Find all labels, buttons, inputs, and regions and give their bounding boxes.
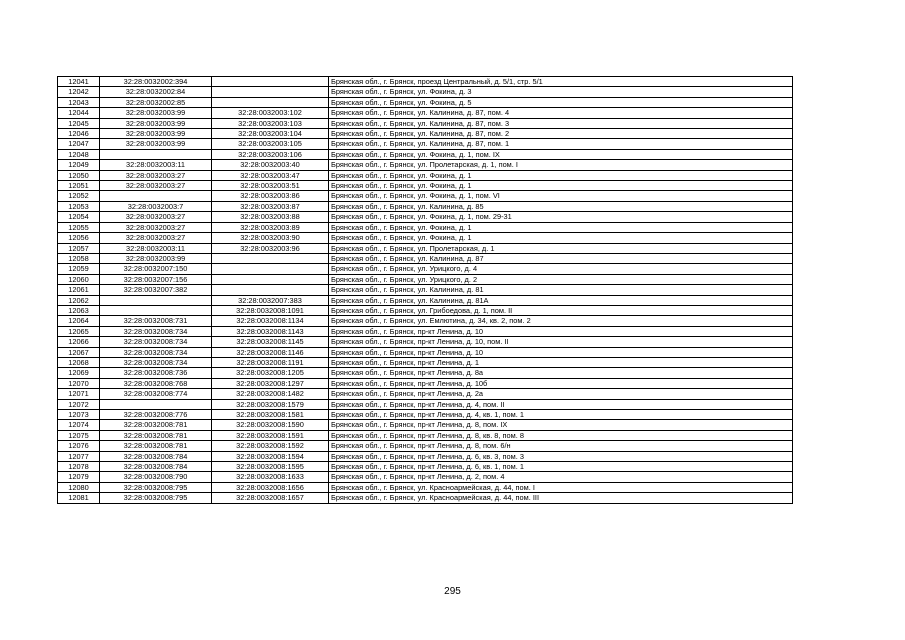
related-cadastral-number-cell: 32:28:0032003:104	[212, 129, 329, 139]
related-cadastral-number-cell: 32:28:0032008:1134	[212, 316, 329, 326]
row-number-cell: 12047	[58, 139, 100, 149]
table-row	[58, 389, 793, 399]
row-number-cell: 12060	[58, 274, 100, 284]
row-number-cell: 12056	[58, 233, 100, 243]
related-cadastral-number-cell: 32:28:0032008:1633	[212, 472, 329, 482]
address-cell: Брянская обл., г. Брянск, ул. Емлютина, д. 34, кв. 2, пом. 2	[329, 316, 793, 326]
address-cell: Брянская обл., г. Брянск, ул. Калинина, д. 81А	[329, 295, 793, 305]
address-cell: Брянская обл., г. Брянск, ул. Калинина, д. 87, пом. 2	[329, 129, 793, 139]
table-row	[58, 139, 793, 149]
cadastral-number-cell: 32:28:0032008:736	[100, 368, 212, 378]
cadastral-number-cell: 32:28:0032008:734	[100, 347, 212, 357]
cadastral-number-cell: 32:28:0032003:27	[100, 233, 212, 243]
address-cell: Брянская обл., г. Брянск, пр-кт Ленина, д. 4, пом. II	[329, 399, 793, 409]
cadastral-number-cell: 32:28:0032003:99	[100, 253, 212, 263]
row-number-cell: 12061	[58, 285, 100, 295]
table-row	[58, 368, 793, 378]
row-number-cell: 12066	[58, 337, 100, 347]
related-cadastral-number-cell: 32:28:0032008:1579	[212, 399, 329, 409]
cadastral-number-cell: 32:28:0032002:394	[100, 77, 212, 87]
related-cadastral-number-cell: 32:28:0032008:1191	[212, 357, 329, 367]
address-cell: Брянская обл., г. Брянск, пр-кт Ленина, д. 8а	[329, 368, 793, 378]
cadastral-number-cell: 32:28:0032008:784	[100, 462, 212, 472]
table-row	[58, 305, 793, 315]
address-cell: Брянская обл., г. Брянск, ул. Калинина, д. 87, пом. 3	[329, 118, 793, 128]
related-cadastral-number-cell: 32:28:0032008:1205	[212, 368, 329, 378]
table-row	[58, 233, 793, 243]
cadastral-number-cell: 32:28:0032003:27	[100, 170, 212, 180]
table-row	[58, 347, 793, 357]
row-number-cell: 12048	[58, 149, 100, 159]
table-row	[58, 212, 793, 222]
related-cadastral-number-cell	[212, 87, 329, 97]
row-number-cell: 12058	[58, 253, 100, 263]
address-cell: Брянская обл., г. Брянск, ул. Калинина, д. 87, пом. 1	[329, 139, 793, 149]
table-row	[58, 191, 793, 201]
related-cadastral-number-cell: 32:28:0032008:1146	[212, 347, 329, 357]
related-cadastral-number-cell	[212, 253, 329, 263]
row-number-cell: 12049	[58, 160, 100, 170]
table-row	[58, 274, 793, 284]
row-number-cell: 12042	[58, 87, 100, 97]
row-number-cell: 12062	[58, 295, 100, 305]
table-row	[58, 337, 793, 347]
table-row	[58, 181, 793, 191]
table-body	[58, 77, 793, 504]
table-row	[58, 295, 793, 305]
table-row	[58, 87, 793, 97]
cadastral-number-cell: 32:28:0032008:784	[100, 451, 212, 461]
address-cell: Брянская обл., г. Брянск, ул. Калинина, д. 87, пом. 4	[329, 108, 793, 118]
related-cadastral-number-cell: 32:28:0032003:105	[212, 139, 329, 149]
related-cadastral-number-cell: 32:28:0032008:1590	[212, 420, 329, 430]
related-cadastral-number-cell: 32:28:0032003:87	[212, 201, 329, 211]
row-number-cell: 12045	[58, 118, 100, 128]
row-number-cell: 12076	[58, 441, 100, 451]
cadastral-number-cell: 32:28:0032003:27	[100, 181, 212, 191]
row-number-cell: 12063	[58, 305, 100, 315]
cadastral-number-cell: 32:28:0032003:99	[100, 139, 212, 149]
cadastral-number-cell	[100, 295, 212, 305]
cadastral-number-cell: 32:28:0032008:734	[100, 337, 212, 347]
cadastral-number-cell: 32:28:0032008:734	[100, 357, 212, 367]
related-cadastral-number-cell: 32:28:0032008:1594	[212, 451, 329, 461]
related-cadastral-number-cell	[212, 285, 329, 295]
cadastral-number-cell	[100, 191, 212, 201]
row-number-cell: 12080	[58, 482, 100, 492]
address-cell: Брянская обл., г. Брянск, пр-кт Ленина, д. 10	[329, 347, 793, 357]
table-row	[58, 493, 793, 503]
row-number-cell: 12046	[58, 129, 100, 139]
cadastral-number-cell: 32:28:0032008:795	[100, 493, 212, 503]
row-number-cell: 12078	[58, 462, 100, 472]
related-cadastral-number-cell	[212, 264, 329, 274]
address-cell: Брянская обл., г. Брянск, ул. Фокина, д. 3	[329, 87, 793, 97]
table-row	[58, 97, 793, 107]
related-cadastral-number-cell: 32:28:0032003:106	[212, 149, 329, 159]
address-cell: Брянская обл., г. Брянск, пр-кт Ленина, д. 4, кв. 1, пом. 1	[329, 410, 793, 420]
table-row	[58, 77, 793, 87]
row-number-cell: 12068	[58, 357, 100, 367]
address-cell: Брянская обл., г. Брянск, ул. Урицкого, д. 4	[329, 264, 793, 274]
address-cell: Брянская обл., г. Брянск, ул. Калинина, д. 85	[329, 201, 793, 211]
related-cadastral-number-cell: 32:28:0032008:1482	[212, 389, 329, 399]
cadastral-number-cell: 32:28:0032008:768	[100, 378, 212, 388]
table-row	[58, 420, 793, 430]
row-number-cell: 12070	[58, 378, 100, 388]
cadastral-number-cell: 32:28:0032008:781	[100, 430, 212, 440]
table-row	[58, 430, 793, 440]
cadastral-number-cell: 32:28:0032003:27	[100, 222, 212, 232]
cadastral-number-cell: 32:28:0032003:11	[100, 160, 212, 170]
related-cadastral-number-cell: 32:28:0032003:102	[212, 108, 329, 118]
address-cell: Брянская обл., г. Брянск, ул. Калинина, д. 81	[329, 285, 793, 295]
table-row	[58, 201, 793, 211]
cadastral-number-cell	[100, 305, 212, 315]
table-row	[58, 326, 793, 336]
cadastral-number-cell: 32:28:0032003:27	[100, 212, 212, 222]
cadastral-number-cell: 32:28:0032008:795	[100, 482, 212, 492]
row-number-cell: 12050	[58, 170, 100, 180]
row-number-cell: 12064	[58, 316, 100, 326]
cadastral-number-cell: 32:28:0032008:774	[100, 389, 212, 399]
related-cadastral-number-cell: 32:28:0032003:103	[212, 118, 329, 128]
row-number-cell: 12067	[58, 347, 100, 357]
row-number-cell: 12055	[58, 222, 100, 232]
row-number-cell: 12079	[58, 472, 100, 482]
row-number-cell: 12043	[58, 97, 100, 107]
related-cadastral-number-cell: 32:28:0032008:1657	[212, 493, 329, 503]
address-cell: Брянская обл., г. Брянск, пр-кт Ленина, д. 10, пом. II	[329, 337, 793, 347]
related-cadastral-number-cell: 32:28:0032003:47	[212, 170, 329, 180]
related-cadastral-number-cell: 32:28:0032008:1297	[212, 378, 329, 388]
table-row	[58, 410, 793, 420]
cadastral-number-cell: 32:28:0032007:382	[100, 285, 212, 295]
related-cadastral-number-cell: 32:28:0032008:1656	[212, 482, 329, 492]
related-cadastral-number-cell: 32:28:0032003:89	[212, 222, 329, 232]
cadastral-number-cell: 32:28:0032002:84	[100, 87, 212, 97]
row-number-cell: 12053	[58, 201, 100, 211]
address-cell: Брянская обл., г. Брянск, пр-кт Ленина, д. 6, кв. 1, пом. 1	[329, 462, 793, 472]
cadastral-number-cell	[100, 149, 212, 159]
cadastral-number-cell: 32:28:0032002:85	[100, 97, 212, 107]
related-cadastral-number-cell: 32:28:0032007:383	[212, 295, 329, 305]
address-cell: Брянская обл., г. Брянск, пр-кт Ленина, д. 1	[329, 357, 793, 367]
row-number-cell: 12052	[58, 191, 100, 201]
address-cell: Брянская обл., г. Брянск, ул. Фокина, д. 1	[329, 222, 793, 232]
cadastral-number-cell	[100, 399, 212, 409]
row-number-cell: 12075	[58, 430, 100, 440]
address-cell: Брянская обл., г. Брянск, ул. Фокина, д. 1	[329, 181, 793, 191]
row-number-cell: 12065	[58, 326, 100, 336]
table-row	[58, 399, 793, 409]
table-row	[58, 482, 793, 492]
address-cell: Брянская обл., г. Брянск, ул. Фокина, д. 1	[329, 170, 793, 180]
related-cadastral-number-cell: 32:28:0032008:1145	[212, 337, 329, 347]
address-cell: Брянская обл., г. Брянск, ул. Грибоедова, д. 1, пом. II	[329, 305, 793, 315]
table-row	[58, 243, 793, 253]
related-cadastral-number-cell: 32:28:0032008:1595	[212, 462, 329, 472]
related-cadastral-number-cell	[212, 274, 329, 284]
address-cell: Брянская обл., г. Брянск, ул. Красноармейская, д. 44, пом. III	[329, 493, 793, 503]
address-cell: Брянская обл., г. Брянск, пр-кт Ленина, д. 6, кв. 3, пом. 3	[329, 451, 793, 461]
row-number-cell: 12071	[58, 389, 100, 399]
table-row	[58, 149, 793, 159]
cadastral-number-cell: 32:28:0032003:7	[100, 201, 212, 211]
row-number-cell: 12059	[58, 264, 100, 274]
row-number-cell: 12069	[58, 368, 100, 378]
page-number: 295	[444, 586, 461, 597]
address-cell: Брянская обл., г. Брянск, ул. Фокина, д. 5	[329, 97, 793, 107]
related-cadastral-number-cell: 32:28:0032008:1581	[212, 410, 329, 420]
cadastral-number-cell: 32:28:0032008:781	[100, 420, 212, 430]
table-row	[58, 108, 793, 118]
table-row	[58, 253, 793, 263]
address-cell: Брянская обл., г. Брянск, пр-кт Ленина, д. 8, пом. 6/н	[329, 441, 793, 451]
table-row	[58, 378, 793, 388]
related-cadastral-number-cell: 32:28:0032003:96	[212, 243, 329, 253]
address-cell: Брянская обл., г. Брянск, ул. Пролетарская, д. 1, пом. I	[329, 160, 793, 170]
table-row	[58, 170, 793, 180]
address-cell: Брянская обл., г. Брянск, ул. Фокина, д. 1, пом. 29-31	[329, 212, 793, 222]
table-row	[58, 222, 793, 232]
cadastral-number-cell: 32:28:0032003:11	[100, 243, 212, 253]
related-cadastral-number-cell	[212, 97, 329, 107]
address-cell: Брянская обл., г. Брянск, ул. Калинина, д. 87	[329, 253, 793, 263]
address-cell: Брянская обл., г. Брянск, пр-кт Ленина, д. 10б	[329, 378, 793, 388]
cadastral-number-cell: 32:28:0032007:156	[100, 274, 212, 284]
row-number-cell: 12077	[58, 451, 100, 461]
cadastral-number-cell: 32:28:0032008:790	[100, 472, 212, 482]
table-row	[58, 441, 793, 451]
table-row	[58, 118, 793, 128]
related-cadastral-number-cell: 32:28:0032003:40	[212, 160, 329, 170]
related-cadastral-number-cell: 32:28:0032008:1592	[212, 441, 329, 451]
table-row	[58, 285, 793, 295]
related-cadastral-number-cell: 32:28:0032003:51	[212, 181, 329, 191]
address-cell: Брянская обл., г. Брянск, ул. Фокина, д. 1, пом. VI	[329, 191, 793, 201]
related-cadastral-number-cell: 32:28:0032008:1143	[212, 326, 329, 336]
address-cell: Брянская обл., г. Брянск, ул. Урицкого, д. 2	[329, 274, 793, 284]
address-cell: Брянская обл., г. Брянск, пр-кт Ленина, д. 2, пом. 4	[329, 472, 793, 482]
related-cadastral-number-cell: 32:28:0032008:1591	[212, 430, 329, 440]
related-cadastral-number-cell: 32:28:0032003:88	[212, 212, 329, 222]
address-cell: Брянская обл., г. Брянск, пр-кт Ленина, д. 10	[329, 326, 793, 336]
table-row	[58, 462, 793, 472]
row-number-cell: 12057	[58, 243, 100, 253]
address-cell: Брянская обл., г. Брянск, пр-кт Ленина, д. 8, кв. 8, пом. 8	[329, 430, 793, 440]
cadastral-number-cell: 32:28:0032008:734	[100, 326, 212, 336]
table-row	[58, 357, 793, 367]
cadastral-number-cell: 32:28:0032008:731	[100, 316, 212, 326]
address-cell: Брянская обл., г. Брянск, пр-кт Ленина, д. 8, пом. IX	[329, 420, 793, 430]
table-row	[58, 129, 793, 139]
address-cell: Брянская обл., г. Брянск, ул. Фокина, д. 1, пом. IX	[329, 149, 793, 159]
table-row	[58, 472, 793, 482]
table-row	[58, 264, 793, 274]
related-cadastral-number-cell: 32:28:0032003:86	[212, 191, 329, 201]
row-number-cell: 12074	[58, 420, 100, 430]
address-cell: Брянская обл., г. Брянск, ул. Пролетарская, д. 1	[329, 243, 793, 253]
row-number-cell: 12081	[58, 493, 100, 503]
cadastral-number-cell: 32:28:0032008:781	[100, 441, 212, 451]
related-cadastral-number-cell: 32:28:0032008:1091	[212, 305, 329, 315]
address-cell: Брянская обл., г. Брянск, ул. Красноармейская, д. 44, пом. I	[329, 482, 793, 492]
row-number-cell: 12073	[58, 410, 100, 420]
table-row	[58, 316, 793, 326]
row-number-cell: 12051	[58, 181, 100, 191]
row-number-cell: 12054	[58, 212, 100, 222]
cadastral-number-cell: 32:28:0032007:150	[100, 264, 212, 274]
address-cell: Брянская обл., г. Брянск, проезд Центральный, д. 5/1, стр. 5/1	[329, 77, 793, 87]
row-number-cell: 12044	[58, 108, 100, 118]
related-cadastral-number-cell: 32:28:0032003:90	[212, 233, 329, 243]
address-cell: Брянская обл., г. Брянск, ул. Фокина, д. 1	[329, 233, 793, 243]
address-cell: Брянская обл., г. Брянск, пр-кт Ленина, д. 2а	[329, 389, 793, 399]
row-number-cell: 12041	[58, 77, 100, 87]
cadastral-number-cell: 32:28:0032003:99	[100, 118, 212, 128]
row-number-cell: 12072	[58, 399, 100, 409]
cadastral-number-cell: 32:28:0032003:99	[100, 129, 212, 139]
table-row	[58, 451, 793, 461]
cadastral-number-cell: 32:28:0032008:776	[100, 410, 212, 420]
related-cadastral-number-cell	[212, 77, 329, 87]
table-row	[58, 160, 793, 170]
cadastral-number-cell: 32:28:0032003:99	[100, 108, 212, 118]
property-registry-table	[57, 76, 793, 504]
